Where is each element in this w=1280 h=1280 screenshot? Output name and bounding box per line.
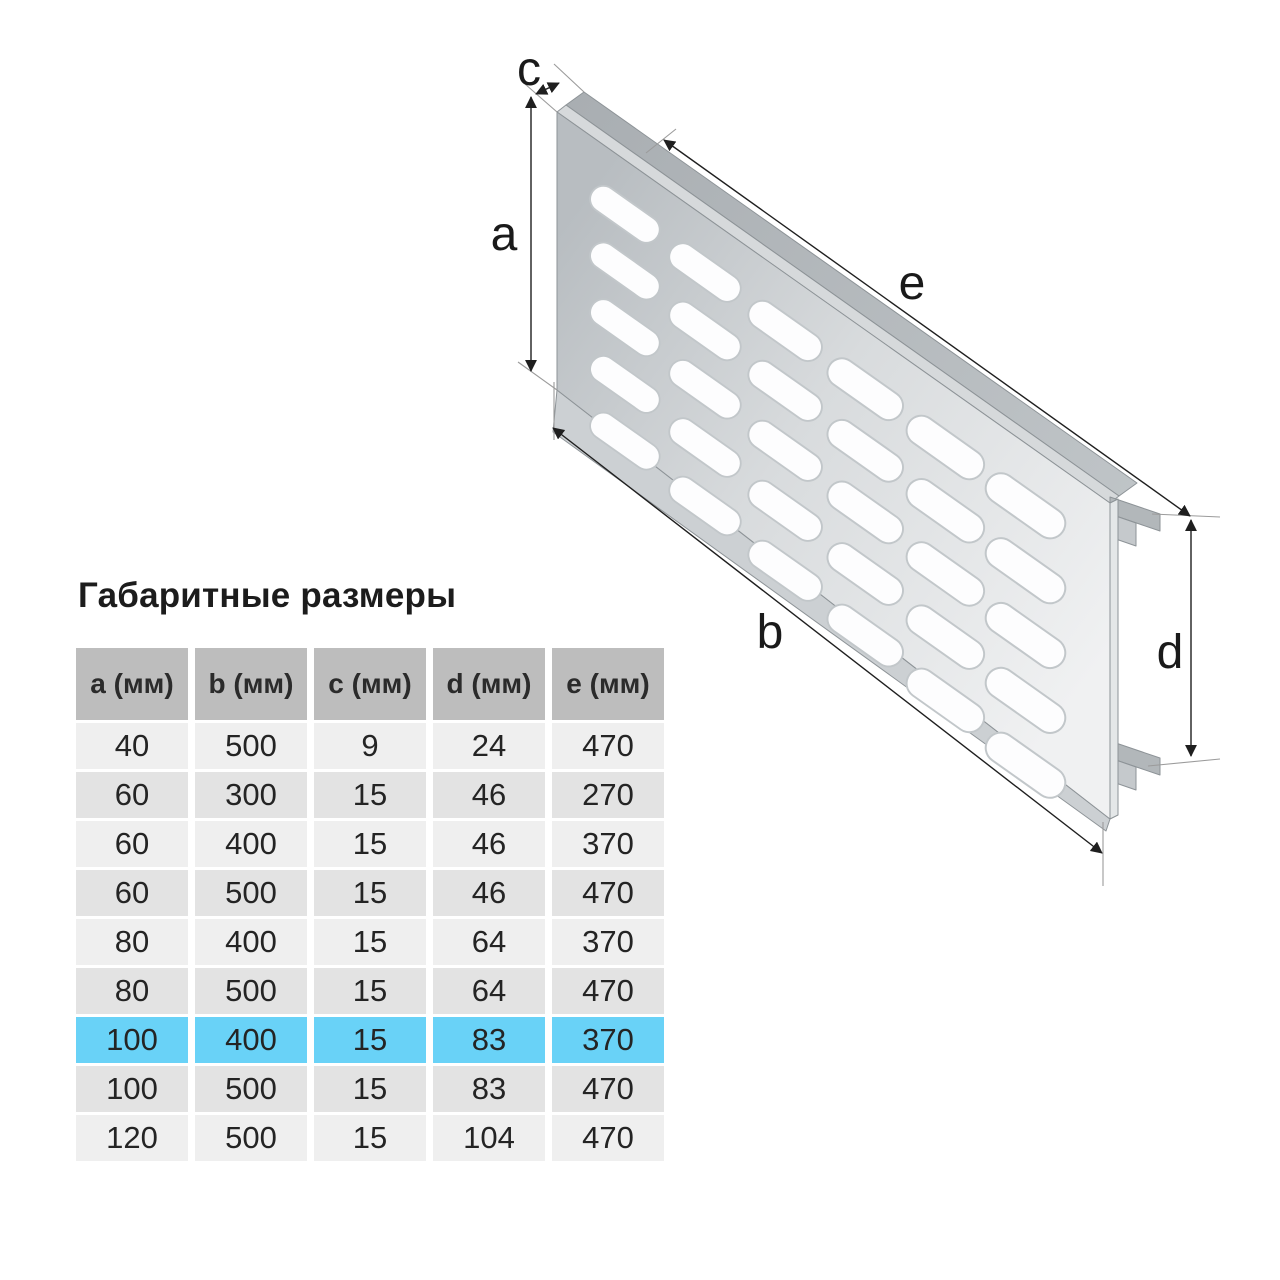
table-cell: 370 [552,821,664,867]
grille-right-edge [1110,499,1118,819]
table-row [76,723,664,769]
table-cell: 40 [76,723,188,769]
table-row [76,1066,664,1112]
table-header-row [76,648,664,720]
table-cell: 15 [314,1066,426,1112]
table-cell: 15 [314,870,426,916]
table-body [76,723,664,1161]
table-cell: 500 [195,870,307,916]
table-cell: 83 [433,1066,545,1112]
table-cell: 83 [433,1017,545,1063]
table-cell: 470 [552,723,664,769]
table-cell: 400 [195,821,307,867]
table-cell: 400 [195,1017,307,1063]
table-cell: 46 [433,772,545,818]
table-cell: 80 [76,968,188,1014]
table-cell: 80 [76,919,188,965]
dim-label-a: a [490,208,518,261]
table-row [76,1115,664,1161]
table-cell: 500 [195,1066,307,1112]
dim-label-d: d [1156,626,1184,679]
dim-label-c: c [517,43,541,96]
table-cell: 470 [552,870,664,916]
table-cell: 100 [76,1066,188,1112]
table-cell: 100 [76,1017,188,1063]
table-cell: 15 [314,968,426,1014]
table-cell: 104 [433,1115,545,1161]
table-cell: 500 [195,968,307,1014]
table-cell: 500 [195,1115,307,1161]
table-cell: 64 [433,968,545,1014]
table-cell: 64 [433,919,545,965]
table-head [76,648,664,720]
table-cell: 470 [552,968,664,1014]
table-cell: 470 [552,1115,664,1161]
table-cell: 400 [195,919,307,965]
dim-label-e: e [898,257,926,310]
table-row [76,870,664,916]
table-header-cell: d (мм) [433,648,545,720]
table-header-cell: c (мм) [314,648,426,720]
table-cell: 15 [314,772,426,818]
table-row [76,772,664,818]
table-cell: 15 [314,1017,426,1063]
table-cell: 9 [314,723,426,769]
table-header-cell: b (мм) [195,648,307,720]
table-cell: 15 [314,919,426,965]
table-cell: 270 [552,772,664,818]
table-row [76,968,664,1014]
dim-label-b: b [756,606,784,659]
table-cell: 15 [314,1115,426,1161]
table-cell: 500 [195,723,307,769]
table-cell: 300 [195,772,307,818]
table-cell: 60 [76,821,188,867]
table-cell: 370 [552,919,664,965]
dimensions-table [69,645,671,1164]
table-cell: 470 [552,1066,664,1112]
page-title: Габаритные размеры [78,576,457,615]
table-row [76,919,664,965]
table-cell: 46 [433,821,545,867]
table-header-cell: e (мм) [552,648,664,720]
table-cell: 120 [76,1115,188,1161]
table-cell: 60 [76,772,188,818]
table-cell: 60 [76,870,188,916]
table-cell: 370 [552,1017,664,1063]
table-cell: 24 [433,723,545,769]
table-cell: 46 [433,870,545,916]
table-row-highlighted [76,1017,664,1063]
table-header-cell: a (мм) [76,648,188,720]
table-row [76,821,664,867]
table-cell: 15 [314,821,426,867]
